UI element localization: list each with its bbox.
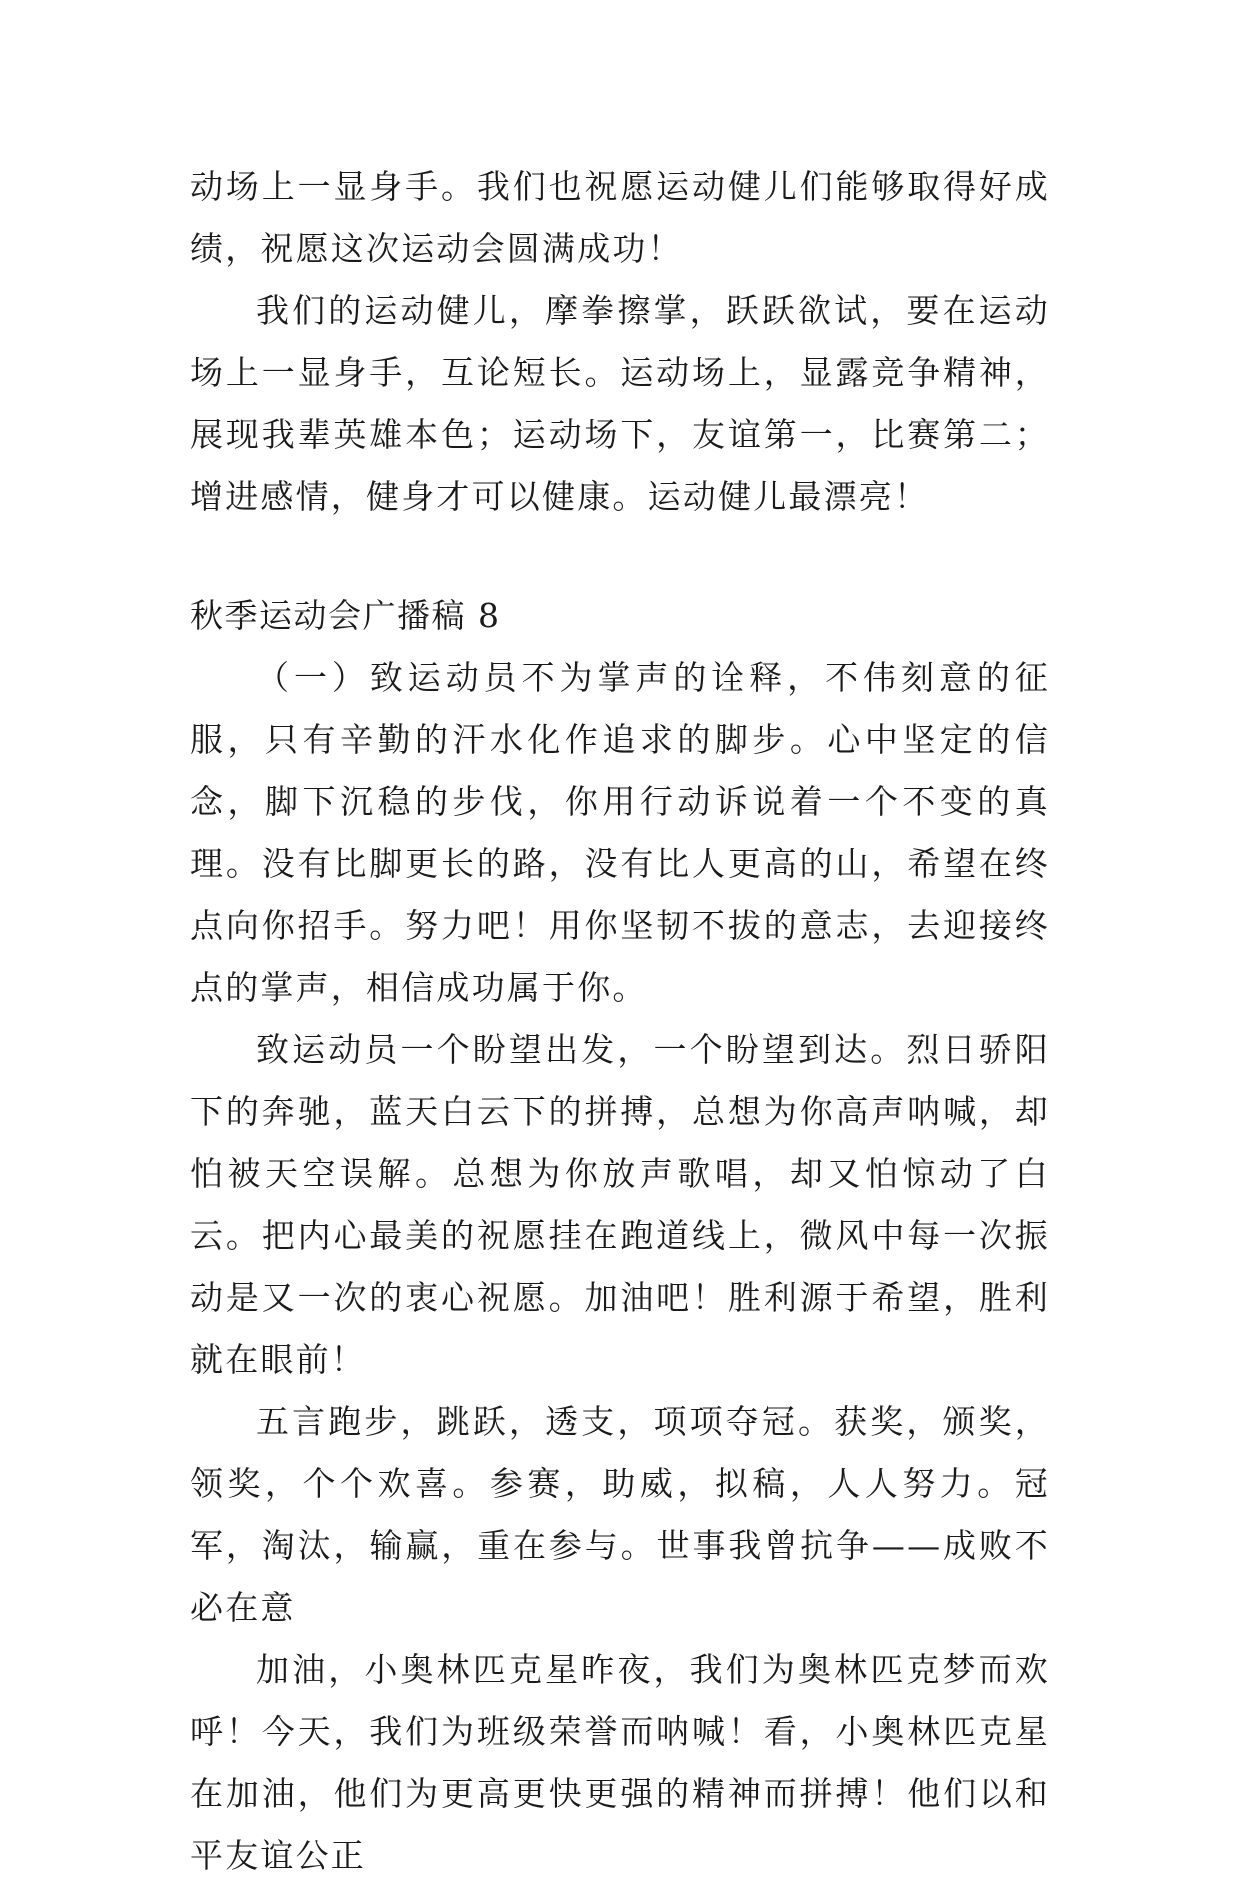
paragraph: 加油，小奥林匹克星昨夜，我们为奥林匹克梦而欢呼！今天，我们为班级荣誉而呐喊！看，小奥林匹克星在加油，他们为更高更快更强的精神而拼搏！他们以和平友谊公正 (190, 1650, 1050, 1875)
paragraph: 五言跑步，跳跃，透支，项项夺冠。获奖，颁奖，领奖，个个欢喜。参赛，助威，拟稿，人人努力。冠军，淘汰，输赢，重在参与。世事我曾抗争——成败不必在意 (190, 1402, 1050, 1627)
paragraph: 致运动员一个盼望出发，一个盼望到达。烈日骄阳下的奔驰，蓝天白云下的拼搏，总想为你高声呐喊，却怕被天空误解。总想为你放声歌唱，却又怕惊动了白云。把内心最美的祝愿挂在跑道线上，微风中每一次振动是又一次的衷心祝愿。加油吧！胜利源于希望，胜利就在眼前！ (190, 1030, 1050, 1379)
document-body (190, 156, 1050, 1887)
paragraph-continuation: 动场上一显身手。我们也祝愿运动健儿们能够取得好成绩，祝愿这次运动会圆满成功！ (190, 167, 1050, 268)
paragraph: 我们的运动健儿，摩拳擦掌，跃跃欲试，要在运动场上一显身手，互论短长。运动场上，显露竞争精神，展现我辈英雄本色；运动场下，友谊第一，比赛第二；增进感情，健身才可以健康。运动健儿最漂亮！ (190, 291, 1050, 516)
section-title: 秋季运动会广播稿 8 (190, 596, 501, 635)
paragraph: （一）致运动员不为掌声的诠释，不伟刻意的征服，只有辛勤的汗水化作追求的脚步。心中坚定的信念，脚下沉稳的步伐，你用行动诉说着一个不变的真理。没有比脚更长的路，没有比人更高的山，希望在终点向你招手。努力吧！用你坚韧不拔的意志，去迎接终点的掌声，相信成功属于你。 (190, 658, 1050, 1007)
